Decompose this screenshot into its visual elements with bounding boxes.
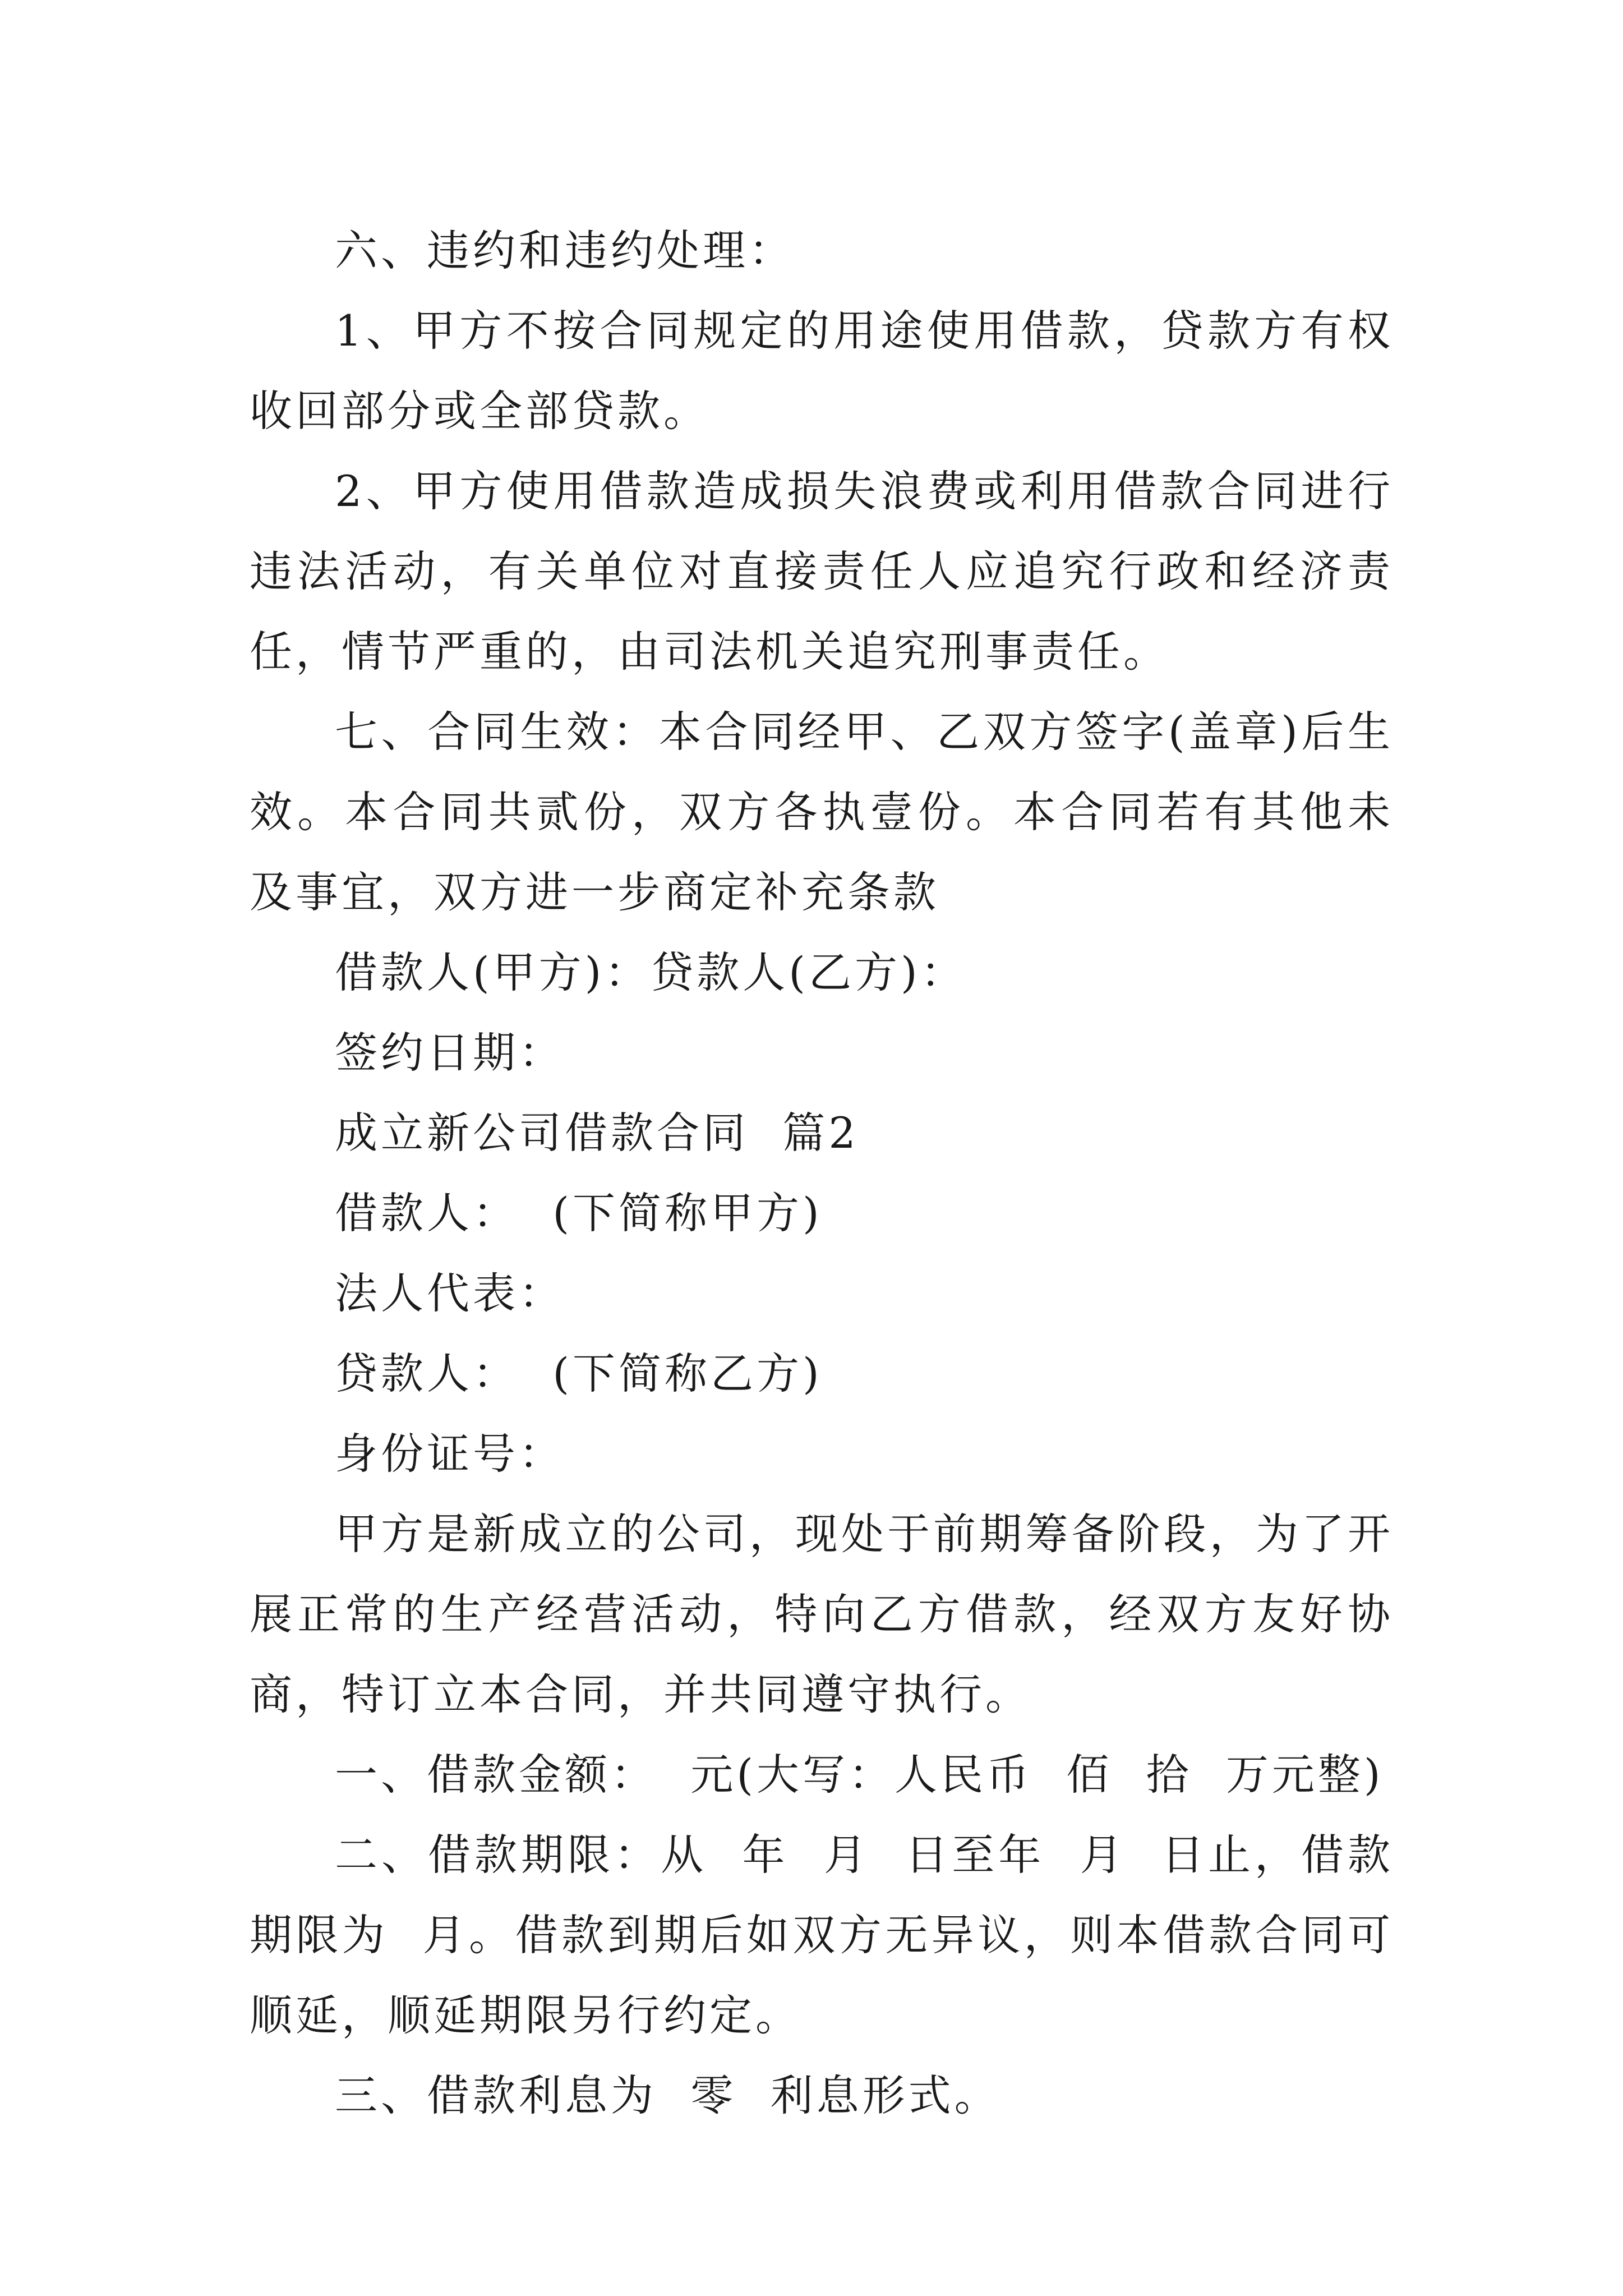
clause-loan-interest: 三、借款利息为 零 利息形式。 bbox=[335, 2070, 1000, 2120]
borrower-line: 借款人： (下简称甲方) bbox=[335, 1188, 823, 1238]
lender-line: 贷款人： (下简称乙方) bbox=[335, 1349, 823, 1398]
signing-date-line: 签约日期： bbox=[335, 1028, 565, 1078]
document-body bbox=[250, 210, 1394, 2136]
contract-2-title: 成立新公司借款合同 篇2 bbox=[335, 1108, 859, 1158]
contract-preamble: 甲方是新成立的公司，现处于前期筹备阶段，为了开展正常的生产经营活动，特向乙方借款，经双方友好协商，特订立本合同，并共同遵守执行。 bbox=[250, 1509, 1394, 1719]
id-number-line: 身份证号： bbox=[335, 1429, 565, 1479]
section-6-clause-1: 1、甲方不按合同规定的用途使用借款，贷款方有权收回部分或全部贷款。 bbox=[250, 306, 1394, 436]
section-7-effectiveness: 七、合同生效：本合同经甲、乙双方签字(盖章)后生效。本合同共贰份，双方各执壹份。本合同若有其他未及事宜，双方进一步商定补充条款 bbox=[250, 707, 1394, 917]
legal-representative-line: 法人代表： bbox=[335, 1268, 565, 1318]
clause-loan-term: 二、借款期限：从 年 月 日至年 月 日止，借款期限为 月。借款到期后如双方无异议，则本借款合同可顺延，顺延期限另行约定。 bbox=[250, 1830, 1394, 2040]
section-6-clause-2: 2、甲方使用借款造成损失浪费或利用借款合同进行违法活动，有关单位对直接责任人应追究行政和经济责任，情节严重的，由司法机关追究刑事责任。 bbox=[250, 466, 1394, 677]
signature-parties-line: 借款人(甲方)：贷款人(乙方)： bbox=[335, 947, 967, 997]
clause-loan-amount: 一、借款金额： 元(大写：人民币 佰 拾 万元整) bbox=[335, 1750, 1384, 1800]
section-6-heading: 六、违约和违约处理： bbox=[335, 226, 795, 275]
